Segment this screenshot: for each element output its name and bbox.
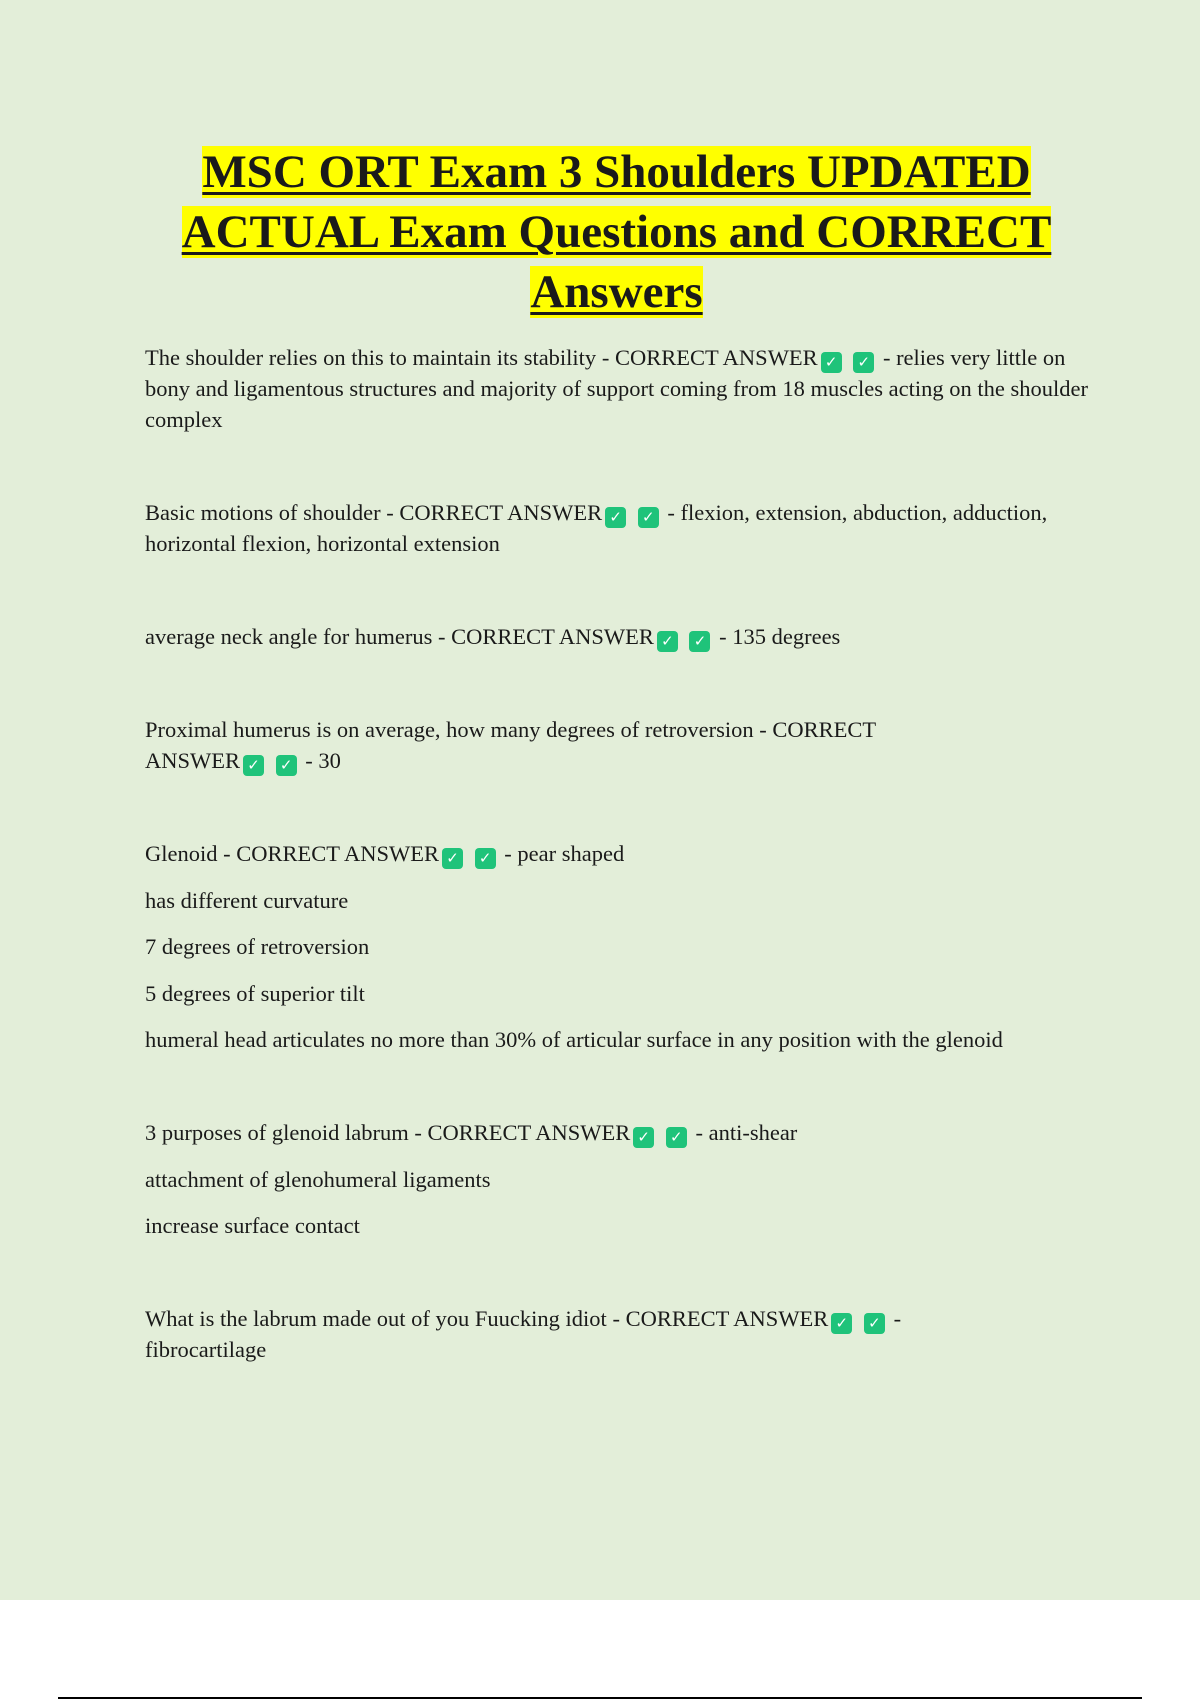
answer-extra-line: attachment of glenohumeral ligaments — [145, 1166, 491, 1192]
qa-item — [145, 342, 1095, 435]
check-mark-icon: ✓ — [853, 352, 874, 373]
question-text: Proximal humerus is on average, how many degrees of retroversion — [145, 717, 754, 742]
answer-extra-line: 5 degrees of superior tilt — [145, 980, 365, 1006]
answer-label: CORRECT ANSWER — [614, 345, 818, 370]
question-text: average neck angle for humerus — [145, 624, 433, 649]
qa-item — [145, 497, 1095, 559]
answer-text: pear shaped — [517, 841, 625, 866]
check-mark-icon: ✓ — [821, 352, 842, 373]
question-text: Basic motions of shoulder — [145, 500, 381, 525]
qa-line: Basic motions of shoulder - CORRECT ANSWER ✓ ✓ - flexion, extension, abduction, adduction, horizontal flexion, horizontal extension — [145, 500, 1048, 556]
footer-rule — [58, 1697, 1142, 1699]
answer-label: CORRECT ANSWER — [145, 717, 876, 773]
qa-line: Glenoid - CORRECT ANSWER ✓ ✓ - pear shaped — [145, 841, 625, 867]
answer-label: CORRECT ANSWER — [451, 624, 654, 649]
answer-text: relies very little on bony and ligamentous structures and majority of support coming from 18 muscles acting on the shoulder complex — [145, 345, 1088, 432]
answer-label: CORRECT ANSWER — [427, 1120, 631, 1145]
qa-line: average neck angle for humerus - CORRECT ANSWER ✓ ✓ - 135 degrees — [145, 624, 841, 650]
answer-label: CORRECT ANSWER — [399, 500, 603, 525]
check-mark-icon: ✓ — [475, 848, 496, 869]
answer-extra-line: increase surface contact — [145, 1213, 360, 1238]
qa-item — [145, 714, 1095, 776]
answer-label: CORRECT ANSWER — [236, 841, 439, 866]
answer-text: flexion, extension, abduction, adduction, horizontal flexion, horizontal extension — [145, 500, 1048, 556]
answer-text: fibrocartilage — [145, 1337, 267, 1362]
qa-line: Proximal humerus is on average, how many degrees of retroversion - CORRECT ANSWER ✓ ✓ - 30 — [145, 717, 876, 774]
document-title-text: MSC ORT Exam 3 Shoulders UPDATED ACTUAL Exam Questions and CORRECT Answers — [181, 146, 1052, 318]
answer-extra-line: 7 degrees of retroversion — [145, 934, 370, 959]
qa-line: What is the labrum made out of you Fuucking idiot - CORRECT ANSWER ✓ ✓ - fibrocartilage — [145, 1306, 902, 1362]
check-mark-icon: ✓ — [864, 1313, 885, 1334]
check-mark-icon: ✓ — [276, 755, 297, 776]
qa-item — [145, 1117, 1095, 1241]
check-mark-icon: ✓ — [689, 631, 710, 652]
qa-list — [145, 342, 1095, 1365]
question-text: The shoulder relies on this to maintain its stability — [145, 345, 597, 370]
check-mark-icon: ✓ — [638, 507, 659, 528]
qa-item — [145, 838, 1095, 1055]
answer-label: CORRECT ANSWER — [625, 1306, 829, 1331]
qa-line: 3 purposes of glenoid labrum - CORRECT ANSWER ✓ ✓ - anti-shear — [145, 1120, 798, 1146]
check-mark-icon: ✓ — [666, 1127, 687, 1148]
check-mark-icon: ✓ — [243, 755, 264, 776]
check-mark-icon: ✓ — [442, 848, 463, 869]
qa-item — [145, 1303, 1095, 1365]
check-mark-icon: ✓ — [657, 631, 678, 652]
answer-extra-line: has different curvature — [145, 887, 349, 913]
check-mark-icon: ✓ — [831, 1313, 852, 1334]
answer-text: 30 — [318, 748, 341, 773]
answer-text: anti-shear — [708, 1120, 798, 1145]
qa-item — [145, 621, 1095, 652]
answer-text: 135 degrees — [732, 624, 841, 649]
question-text: What is the labrum made out of you Fuucking idiot — [145, 1306, 607, 1331]
question-text: 3 purposes of glenoid labrum — [145, 1120, 409, 1145]
question-text: Glenoid — [145, 841, 218, 866]
answer-extra-line: humeral head articulates no more than 30% of articular surface in any position with the glenoid — [145, 1027, 1003, 1052]
check-mark-icon: ✓ — [605, 507, 626, 528]
qa-line: The shoulder relies on this to maintain its stability - CORRECT ANSWER ✓ ✓ - relies very little on bony and ligamentous structures and majority of support coming from 18 muscles acting on the shoulder complex — [145, 345, 1088, 432]
document-title — [120, 142, 1113, 322]
check-mark-icon: ✓ — [633, 1127, 654, 1148]
